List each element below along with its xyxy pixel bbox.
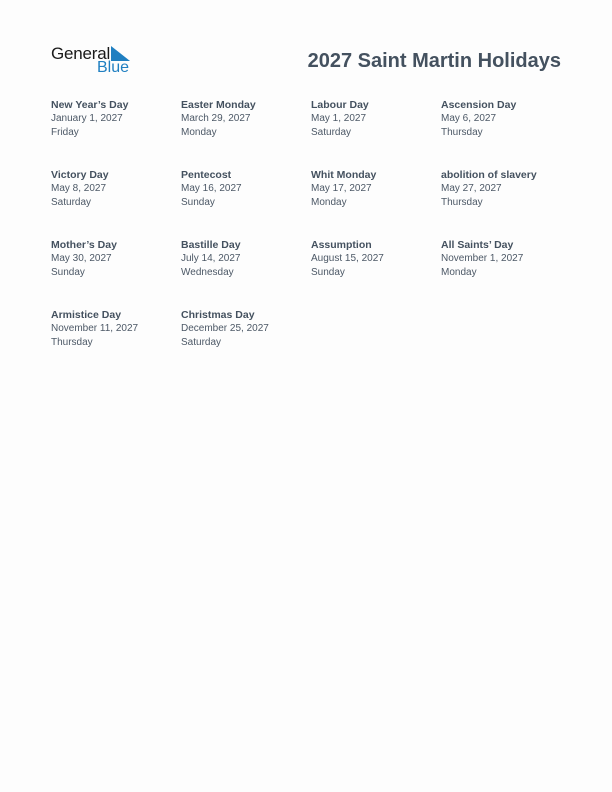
holiday-date: March 29, 2027	[181, 113, 251, 124]
logo-word-general: General	[51, 44, 111, 63]
holiday-weekday: Friday	[51, 127, 79, 138]
holiday-name: Pentecost	[181, 169, 232, 181]
holiday-weekday: Thursday	[441, 127, 483, 138]
holiday-name: Bastille Day	[181, 239, 241, 251]
holiday-date: May 27, 2027	[441, 183, 502, 194]
holiday-date: May 16, 2027	[181, 183, 242, 194]
holiday-date: May 30, 2027	[51, 253, 112, 264]
holiday-name: Whit Monday	[311, 169, 377, 181]
holiday-item	[441, 238, 571, 308]
holiday-weekday: Monday	[181, 127, 217, 138]
holiday-item	[181, 168, 311, 238]
holiday-item	[311, 238, 441, 308]
holiday-list	[51, 98, 571, 378]
holiday-item	[181, 238, 311, 308]
holiday-date: January 1, 2027	[51, 113, 123, 124]
holiday-date: May 17, 2027	[311, 183, 372, 194]
holiday-weekday: Sunday	[51, 267, 85, 278]
holiday-weekday: Saturday	[181, 337, 222, 348]
holiday-item	[51, 168, 181, 238]
holiday-item	[181, 98, 311, 168]
holiday-name: Victory Day	[51, 169, 109, 181]
page-title: 2027 Saint Martin Holidays	[307, 50, 561, 72]
holiday-weekday: Monday	[441, 267, 477, 278]
holiday-weekday: Thursday	[51, 337, 93, 348]
holiday-date: July 14, 2027	[181, 253, 241, 264]
holiday-weekday: Wednesday	[181, 267, 234, 278]
holiday-name: Armistice Day	[51, 309, 122, 321]
generalblue-logo	[51, 44, 133, 78]
holiday-weekday: Sunday	[311, 267, 345, 278]
holiday-weekday: Saturday	[51, 197, 92, 208]
holiday-date: May 8, 2027	[51, 183, 107, 194]
holiday-item	[51, 308, 181, 378]
holiday-name: New Year’s Day	[51, 99, 129, 111]
holiday-weekday: Thursday	[441, 197, 483, 208]
holiday-date: May 6, 2027	[441, 113, 497, 124]
holiday-date: August 15, 2027	[311, 253, 384, 264]
holiday-weekday: Sunday	[181, 197, 215, 208]
holiday-name: Ascension Day	[441, 99, 517, 111]
holiday-name: Easter Monday	[181, 99, 256, 111]
holiday-weekday: Monday	[311, 197, 347, 208]
holiday-item	[311, 168, 441, 238]
holiday-item	[181, 308, 311, 378]
holiday-name: Christmas Day	[181, 309, 255, 321]
holiday-name: Assumption	[311, 239, 372, 251]
holiday-weekday: Saturday	[311, 127, 352, 138]
logo-word-blue: Blue	[97, 59, 130, 76]
holiday-name: Labour Day	[311, 99, 369, 111]
holiday-date: November 1, 2027	[441, 253, 524, 264]
holiday-name: All Saints’ Day	[441, 239, 514, 251]
holiday-item	[51, 238, 181, 308]
holiday-item	[311, 98, 441, 168]
holiday-name: abolition of slavery	[441, 169, 537, 181]
holiday-item	[441, 98, 571, 168]
holiday-item	[441, 168, 571, 238]
holiday-date: December 25, 2027	[181, 323, 269, 334]
holiday-item	[51, 98, 181, 168]
holiday-date: November 11, 2027	[51, 323, 139, 334]
holiday-name: Mother’s Day	[51, 239, 117, 251]
holiday-date: May 1, 2027	[311, 113, 367, 124]
